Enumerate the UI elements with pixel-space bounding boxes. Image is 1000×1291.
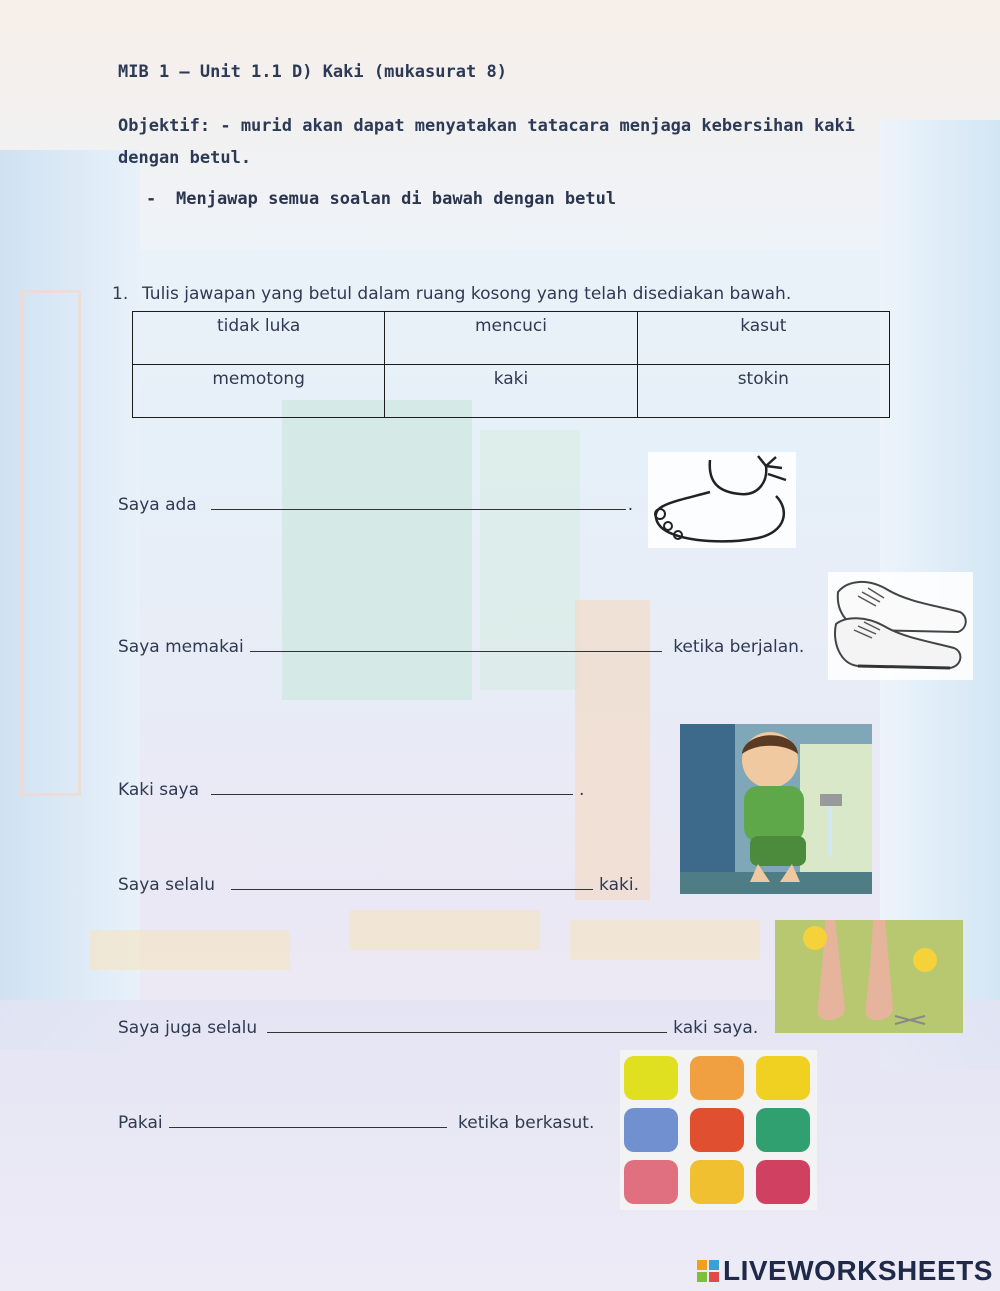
instruction-text: Menjawap semua soalan di bawah dengan betul: [176, 189, 617, 209]
sentence-text: ketika berkasut.: [458, 1113, 595, 1133]
instruction-bullet: [146, 189, 616, 209]
word-bank-cell: kasut: [637, 312, 889, 365]
word-bank-table: [132, 311, 890, 418]
background-desk: [350, 910, 540, 950]
sentence-text: Saya ada: [118, 495, 197, 515]
cutting-toenails-photo: [775, 920, 963, 1033]
objective-text: Objektif: - murid akan dapat menyatakan tatacara menjaga kebersihan kaki dengan betul.: [118, 116, 855, 168]
sentence-3: [118, 778, 584, 800]
word-bank-row: [133, 365, 890, 418]
foot-illustration: [648, 452, 796, 548]
worksheet-title: MIB 1 – Unit 1.1 D) Kaki (mukasurat 8): [118, 62, 507, 82]
word-bank-cell: stokin: [637, 365, 889, 418]
sentence-text: Saya selalu: [118, 875, 216, 895]
background-window: [20, 290, 81, 796]
sentence-text: Saya juga selalu: [118, 1018, 258, 1038]
sentence-text: kaki saya.: [673, 1018, 759, 1038]
sentence-text: Pakai: [118, 1113, 163, 1133]
word-bank-cell: tidak luka: [133, 312, 385, 365]
shoes-illustration: [828, 572, 973, 680]
sentence-text: Kaki saya: [118, 780, 199, 800]
sentence-text: Saya memakai: [118, 637, 244, 657]
background-desk: [570, 920, 760, 960]
logo-icon: [697, 1260, 719, 1282]
background-floor: [0, 1000, 1000, 1291]
answer-blank-5[interactable]: [267, 1016, 667, 1033]
word-bank-row: [133, 312, 890, 365]
logo-text: LIVEWORKSHEETS: [723, 1255, 993, 1286]
word-bank-cell: kaki: [385, 365, 637, 418]
answer-blank-4[interactable]: [231, 873, 593, 890]
question-number: 1.: [112, 284, 129, 304]
sentence-5: [118, 1016, 758, 1038]
question-text: Tulis jawapan yang betul dalam ruang kosong yang telah disediakan bawah.: [142, 284, 792, 304]
sentence-2: [118, 635, 804, 657]
answer-blank-2[interactable]: [250, 635, 662, 652]
background-desk: [90, 930, 290, 970]
question-1: [112, 284, 791, 304]
sentence-text: .: [579, 780, 585, 800]
sentence-text: .: [627, 495, 634, 515]
liveworksheets-logo: [697, 1255, 993, 1287]
bullet-dash: -: [146, 189, 157, 209]
answer-blank-6[interactable]: [169, 1111, 447, 1128]
sentence-text: kaki.: [599, 875, 639, 895]
sentence-text: ketika berjalan.: [673, 637, 805, 657]
sentence-4: [118, 873, 639, 895]
sentence-6: [118, 1111, 594, 1133]
answer-blank-1[interactable]: [211, 493, 626, 510]
word-bank-cell: mencuci: [385, 312, 637, 365]
answer-blank-3[interactable]: [211, 778, 573, 795]
boy-washing-feet-illustration: [680, 724, 872, 894]
socks-photo: [620, 1050, 817, 1210]
word-bank-cell: memotong: [133, 365, 385, 418]
sentence-1: [118, 493, 633, 515]
